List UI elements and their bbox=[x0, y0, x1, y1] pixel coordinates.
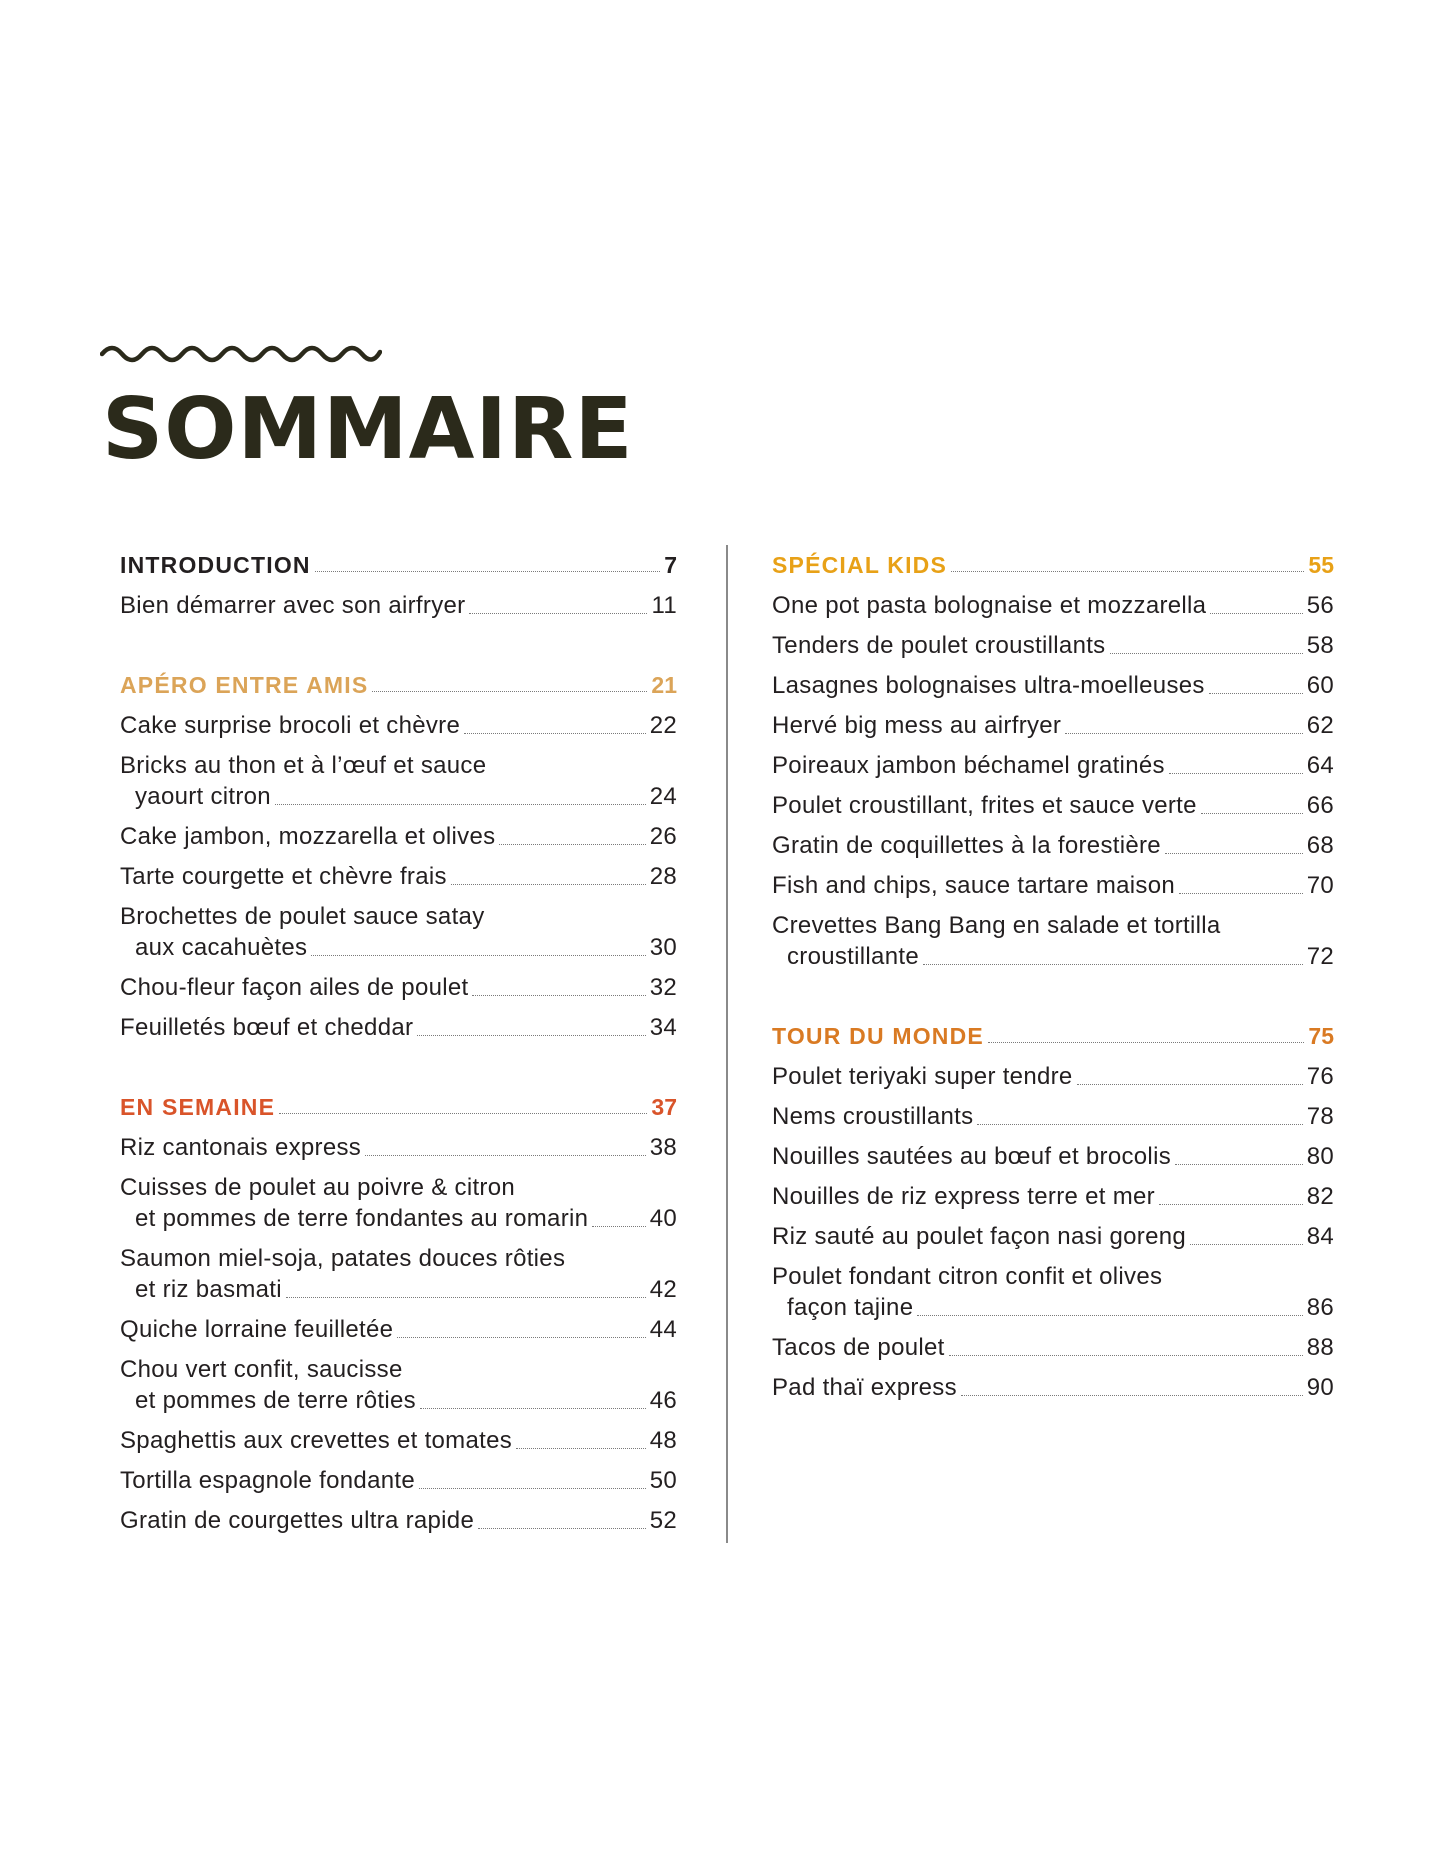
dot-leader bbox=[1201, 813, 1303, 814]
entry-page-number: 52 bbox=[649, 1507, 677, 1534]
entry-title-line: Saumon miel-soja, patates douces rôties bbox=[120, 1245, 566, 1272]
toc-section bbox=[772, 1014, 1334, 1403]
entry-page-number: 66 bbox=[1306, 792, 1334, 819]
toc-entry[interactable] bbox=[120, 1505, 677, 1536]
toc-entry[interactable] bbox=[120, 1425, 677, 1456]
dot-leader bbox=[1169, 773, 1303, 774]
toc-entry[interactable] bbox=[772, 1372, 1334, 1403]
section-heading[interactable] bbox=[772, 1014, 1334, 1050]
toc-entry[interactable] bbox=[120, 821, 677, 852]
section-title: INTRODUCTION bbox=[120, 552, 311, 578]
entry-row bbox=[772, 590, 1334, 621]
entry-page-number: 44 bbox=[649, 1316, 677, 1343]
entry-title: Fish and chips, sauce tartare maison bbox=[772, 872, 1175, 899]
entry-page-number: 26 bbox=[649, 823, 677, 850]
page-title: SOMMAIRE bbox=[102, 380, 634, 479]
entry-title: et pommes de terre fondantes au romarin bbox=[135, 1205, 589, 1232]
toc-entry[interactable] bbox=[120, 861, 677, 892]
dot-leader bbox=[286, 1297, 646, 1298]
entry-page-number: 46 bbox=[649, 1387, 677, 1414]
entry-row bbox=[120, 861, 677, 892]
toc-entry[interactable] bbox=[120, 1012, 677, 1043]
entry-page-number: 62 bbox=[1306, 712, 1334, 739]
entry-row bbox=[772, 1332, 1334, 1363]
entry-title: Tarte courgette et chèvre frais bbox=[120, 863, 447, 890]
toc-entry[interactable] bbox=[772, 910, 1334, 972]
toc-entry[interactable] bbox=[120, 972, 677, 1003]
entry-title-line: Bricks au thon et à l’œuf et sauce bbox=[120, 752, 487, 779]
entry-page-number: 72 bbox=[1306, 943, 1334, 970]
entry-page-number: 22 bbox=[649, 712, 677, 739]
entry-page-number: 80 bbox=[1306, 1143, 1334, 1170]
entry-page-number: 32 bbox=[649, 974, 677, 1001]
dot-leader bbox=[478, 1528, 646, 1529]
entry-page-number: 58 bbox=[1306, 632, 1334, 659]
dot-leader bbox=[464, 733, 646, 734]
entry-page-number: 34 bbox=[649, 1014, 677, 1041]
entry-title: et riz basmati bbox=[135, 1276, 282, 1303]
entry-page-number: 82 bbox=[1306, 1183, 1334, 1210]
toc-entry[interactable] bbox=[120, 710, 677, 741]
entry-page-number: 30 bbox=[649, 934, 677, 961]
entry-title: Gratin de courgettes ultra rapide bbox=[120, 1507, 475, 1534]
dot-leader bbox=[365, 1155, 646, 1156]
entry-title-line: Chou vert confit, saucisse bbox=[120, 1356, 403, 1383]
entry-title: Lasagnes bolognaises ultra-moelleuses bbox=[772, 672, 1205, 699]
entry-page-number: 70 bbox=[1306, 872, 1334, 899]
toc-entry[interactable] bbox=[772, 1332, 1334, 1363]
dot-leader bbox=[592, 1226, 645, 1227]
dot-leader bbox=[949, 1355, 1303, 1356]
entry-row bbox=[772, 941, 1334, 972]
entry-row bbox=[772, 1181, 1334, 1212]
entry-row bbox=[120, 1012, 677, 1043]
dot-leader bbox=[1110, 653, 1303, 654]
entry-title: Tacos de poulet bbox=[772, 1334, 945, 1361]
entry-title: Nems croustillants bbox=[772, 1103, 974, 1130]
toc-section bbox=[120, 1085, 677, 1536]
toc-entry[interactable] bbox=[120, 1354, 677, 1416]
entry-title: Poireaux jambon béchamel gratinés bbox=[772, 752, 1165, 779]
section-heading[interactable] bbox=[772, 543, 1334, 579]
toc-entry[interactable] bbox=[772, 670, 1334, 701]
entry-title: Riz cantonais express bbox=[120, 1134, 362, 1161]
entry-row bbox=[120, 1314, 677, 1345]
dot-leader bbox=[315, 571, 660, 572]
section-title: TOUR DU MONDE bbox=[772, 1023, 984, 1049]
dot-leader bbox=[1065, 733, 1302, 734]
column-divider bbox=[726, 545, 728, 1543]
entry-title-line: Crevettes Bang Bang en salade et tortilla bbox=[772, 912, 1221, 939]
entry-row bbox=[772, 670, 1334, 701]
entry-page-number: 42 bbox=[649, 1276, 677, 1303]
section-heading[interactable] bbox=[120, 663, 677, 699]
entry-title: Poulet teriyaki super tendre bbox=[772, 1063, 1073, 1090]
entry-row bbox=[772, 630, 1334, 661]
entry-title-line: Poulet fondant citron confit et olives bbox=[772, 1263, 1163, 1290]
entry-page-number: 64 bbox=[1306, 752, 1334, 779]
toc-entry[interactable] bbox=[120, 1314, 677, 1345]
toc-right-column bbox=[772, 543, 1334, 1445]
dot-leader bbox=[1175, 1164, 1303, 1165]
section-page-number: 21 bbox=[651, 672, 677, 698]
dot-leader bbox=[1159, 1204, 1303, 1205]
entry-title: Feuilletés bœuf et cheddar bbox=[120, 1014, 414, 1041]
section-title: SPÉCIAL KIDS bbox=[772, 552, 948, 578]
dot-leader bbox=[951, 571, 1304, 572]
dot-leader bbox=[1210, 613, 1302, 614]
entry-page-number: 86 bbox=[1306, 1294, 1334, 1321]
entry-title: Nouilles de riz express terre et mer bbox=[772, 1183, 1155, 1210]
toc-entry[interactable] bbox=[772, 750, 1334, 781]
entry-page-number: 78 bbox=[1306, 1103, 1334, 1130]
section-heading[interactable] bbox=[120, 1085, 677, 1121]
wave-ornament bbox=[100, 338, 382, 364]
dot-leader bbox=[1165, 853, 1303, 854]
entry-page-number: 40 bbox=[649, 1205, 677, 1232]
entry-title: Poulet croustillant, frites et sauce verte bbox=[772, 792, 1197, 819]
toc-entry[interactable] bbox=[772, 1101, 1334, 1132]
entry-row bbox=[120, 1274, 677, 1305]
entry-row bbox=[120, 932, 677, 963]
dot-leader bbox=[516, 1448, 646, 1449]
dot-leader bbox=[472, 995, 645, 996]
section-page-number: 75 bbox=[1308, 1023, 1334, 1049]
section-title: APÉRO ENTRE AMIS bbox=[120, 672, 369, 698]
dot-leader bbox=[451, 884, 646, 885]
entry-page-number: 88 bbox=[1306, 1334, 1334, 1361]
dot-leader bbox=[1209, 693, 1303, 694]
toc-left-column bbox=[120, 543, 677, 1578]
dot-leader bbox=[1190, 1244, 1303, 1245]
entry-title: façon tajine bbox=[787, 1294, 914, 1321]
entry-row bbox=[120, 781, 677, 812]
entry-page-number: 68 bbox=[1306, 832, 1334, 859]
entry-page-number: 24 bbox=[649, 783, 677, 810]
toc-section bbox=[120, 543, 677, 621]
toc-entry[interactable] bbox=[772, 710, 1334, 741]
toc-entry[interactable] bbox=[772, 1061, 1334, 1092]
entry-row bbox=[772, 710, 1334, 741]
toc-entry[interactable] bbox=[772, 1181, 1334, 1212]
entry-title: Chou-fleur façon ailes de poulet bbox=[120, 974, 469, 1001]
entry-title: Nouilles sautées au bœuf et brocolis bbox=[772, 1143, 1171, 1170]
entry-page-number: 60 bbox=[1306, 672, 1334, 699]
entry-page-number: 56 bbox=[1306, 592, 1334, 619]
entry-title: Riz sauté au poulet façon nasi goreng bbox=[772, 1223, 1187, 1250]
entry-row bbox=[772, 1061, 1334, 1092]
entry-title: aux cacahuètes bbox=[135, 934, 308, 961]
entry-title: et pommes de terre rôties bbox=[135, 1387, 416, 1414]
entry-row bbox=[772, 1372, 1334, 1403]
entry-title: croustillante bbox=[787, 943, 919, 970]
section-heading[interactable] bbox=[120, 543, 677, 579]
dot-leader bbox=[420, 1408, 646, 1409]
entry-row bbox=[120, 590, 677, 621]
dot-leader bbox=[372, 691, 647, 692]
dot-leader bbox=[397, 1337, 645, 1338]
entry-row bbox=[772, 1101, 1334, 1132]
toc-entry[interactable] bbox=[120, 1243, 677, 1305]
toc-entry[interactable] bbox=[120, 1172, 677, 1234]
entry-row bbox=[120, 972, 677, 1003]
dot-leader bbox=[275, 804, 646, 805]
entry-title: Hervé big mess au airfryer bbox=[772, 712, 1062, 739]
entry-title-line: Cuisses de poulet au poivre & citron bbox=[120, 1174, 516, 1201]
dot-leader bbox=[419, 1488, 646, 1489]
entry-title: Gratin de coquillettes à la forestière bbox=[772, 832, 1161, 859]
entry-row bbox=[772, 1141, 1334, 1172]
toc-entry[interactable] bbox=[772, 1221, 1334, 1252]
entry-title: Cake surprise brocoli et chèvre bbox=[120, 712, 461, 739]
toc-entry[interactable] bbox=[772, 1141, 1334, 1172]
toc-entry[interactable] bbox=[120, 1132, 677, 1163]
entry-title: Pad thaï express bbox=[772, 1374, 957, 1401]
entry-row bbox=[120, 1132, 677, 1163]
toc-entry[interactable] bbox=[120, 1465, 677, 1496]
entry-page-number: 38 bbox=[649, 1134, 677, 1161]
toc-section bbox=[120, 663, 677, 1043]
dot-leader bbox=[1077, 1084, 1303, 1085]
entry-page-number: 28 bbox=[649, 863, 677, 890]
toc-entry[interactable] bbox=[772, 830, 1334, 861]
entry-title: yaourt citron bbox=[135, 783, 271, 810]
entry-page-number: 76 bbox=[1306, 1063, 1334, 1090]
dot-leader bbox=[417, 1035, 645, 1036]
entry-title: Bien démarrer avec son airfryer bbox=[120, 592, 466, 619]
section-page-number: 37 bbox=[651, 1094, 677, 1120]
section-title: EN SEMAINE bbox=[120, 1094, 276, 1120]
dot-leader bbox=[499, 844, 645, 845]
entry-row bbox=[120, 1203, 677, 1234]
entry-row bbox=[772, 1221, 1334, 1252]
entry-row bbox=[120, 1505, 677, 1536]
toc-entry[interactable] bbox=[120, 750, 677, 812]
entry-row bbox=[120, 1385, 677, 1416]
entry-row bbox=[120, 1425, 677, 1456]
entry-title: One pot pasta bolognaise et mozzarella bbox=[772, 592, 1207, 619]
dot-leader bbox=[923, 964, 1303, 965]
dot-leader bbox=[977, 1124, 1302, 1125]
dot-leader bbox=[1179, 893, 1303, 894]
dot-leader bbox=[279, 1113, 647, 1114]
entry-row bbox=[772, 830, 1334, 861]
toc-section bbox=[772, 543, 1334, 972]
entry-page-number: 48 bbox=[649, 1427, 677, 1454]
toc-entry[interactable] bbox=[772, 590, 1334, 621]
dot-leader bbox=[988, 1042, 1304, 1043]
toc-entry[interactable] bbox=[772, 630, 1334, 661]
entry-row bbox=[120, 1465, 677, 1496]
toc-entry[interactable] bbox=[120, 590, 677, 621]
toc-entry[interactable] bbox=[120, 901, 677, 963]
entry-page-number: 50 bbox=[649, 1467, 677, 1494]
entry-row bbox=[772, 870, 1334, 901]
section-page-number: 55 bbox=[1308, 552, 1334, 578]
toc-entry[interactable] bbox=[772, 1261, 1334, 1323]
dot-leader bbox=[961, 1395, 1303, 1396]
section-page-number: 7 bbox=[664, 552, 677, 578]
toc-entry[interactable] bbox=[772, 870, 1334, 901]
entry-row bbox=[772, 750, 1334, 781]
toc-entry[interactable] bbox=[772, 790, 1334, 821]
dot-leader bbox=[311, 955, 645, 956]
entry-page-number: 84 bbox=[1306, 1223, 1334, 1250]
entry-row bbox=[120, 821, 677, 852]
dot-leader bbox=[469, 613, 647, 614]
entry-row bbox=[772, 1292, 1334, 1323]
entry-title: Cake jambon, mozzarella et olives bbox=[120, 823, 496, 850]
entry-title: Spaghettis aux crevettes et tomates bbox=[120, 1427, 513, 1454]
entry-page-number: 90 bbox=[1306, 1374, 1334, 1401]
entry-title: Quiche lorraine feuilletée bbox=[120, 1316, 394, 1343]
entry-title: Tenders de poulet croustillants bbox=[772, 632, 1106, 659]
entry-title-line: Brochettes de poulet sauce satay bbox=[120, 903, 485, 930]
entry-page-number: 11 bbox=[651, 592, 677, 619]
entry-row bbox=[120, 710, 677, 741]
entry-title: Tortilla espagnole fondante bbox=[120, 1467, 415, 1494]
dot-leader bbox=[917, 1315, 1302, 1316]
entry-row bbox=[772, 790, 1334, 821]
